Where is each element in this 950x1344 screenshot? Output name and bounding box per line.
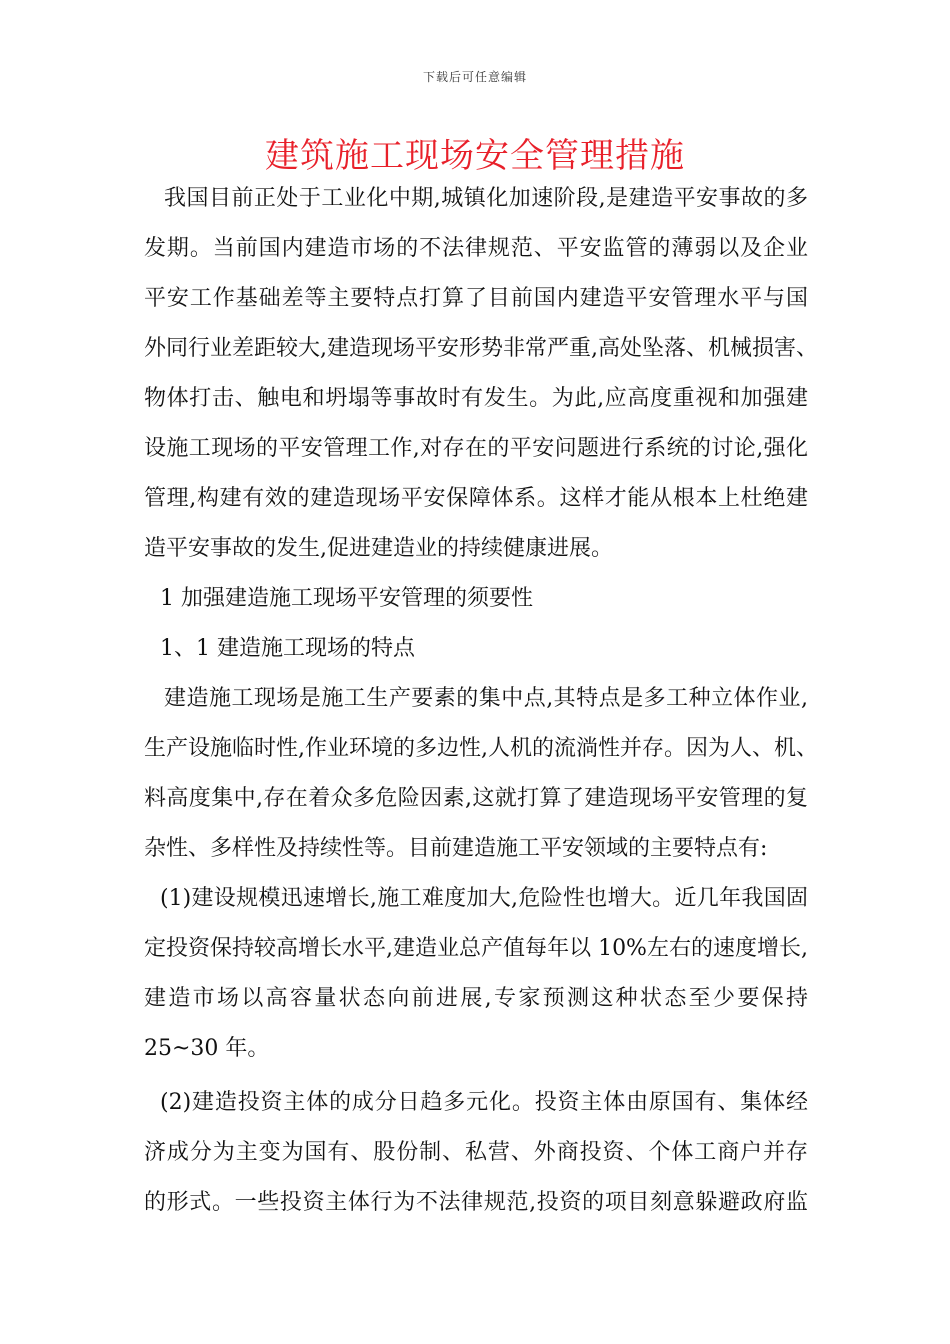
body-line: 设施工现场的平安管理工作,对存在的平安问题进行系统的讨论,强化: [144, 436, 808, 461]
body-line: 定投资保持较高增长水平,建造业总产值每年以 10%左右的速度增长,: [144, 936, 808, 961]
body-line: 25~30 年。: [144, 1036, 270, 1061]
body-line: (1)建设规模迅速增长,施工难度加大,危险性也增大。近几年我国固: [160, 886, 808, 911]
body-line: 物体打击、触电和坍塌等事故时有发生。为此,应高度重视和加强建: [144, 386, 808, 411]
body-line: 造平安事故的发生,促进建造业的持续健康进展。: [144, 536, 613, 561]
body-line: 杂性、多样性及持续性等。目前建造施工平安领域的主要特点有:: [144, 836, 768, 861]
header-note: 下载后可任意编辑: [422, 70, 527, 84]
body-line: 外同行业差距较大,建造现场平安形势非常严重,高处坠落、机械损害、: [144, 336, 818, 361]
body-line: 平安工作基础差等主要特点打算了目前国内建造平安管理水平与国: [144, 286, 808, 311]
body-line: 管理,构建有效的建造现场平安保障体系。这样才能从根本上杜绝建: [144, 486, 808, 511]
body-line: 建造市场以高容量状态向前进展,专家预测这种状态至少要保持: [144, 986, 808, 1011]
section-heading: 1 加强建造施工现场平安管理的须要性: [160, 586, 533, 611]
body-line: 的形式。一些投资主体行为不法律规范,投资的项目刻意躲避政府监: [144, 1190, 808, 1215]
body-line: 生产设施临时性,作业环境的多边性,人机的流淌性并存。因为人、机、: [144, 736, 818, 761]
body-line: (2)建造投资主体的成分日趋多元化。投资主体由原国有、集体经: [160, 1090, 808, 1115]
body-line: 建造施工现场是施工生产要素的集中点,其特点是多工种立体作业,: [164, 686, 808, 711]
subsection-heading: 1、1 建造施工现场的特点: [160, 636, 415, 661]
body-line: 我国目前正处于工业化中期,城镇化加速阶段,是建造平安事故的多: [164, 186, 808, 211]
body-line: 发期。当前国内建造市场的不法律规范、平安监管的薄弱以及企业: [144, 236, 808, 261]
body-line: 济成分为主变为国有、股份制、私营、外商投资、个体工商户并存: [144, 1140, 808, 1165]
body-line: 料高度集中,存在着众多危险因素,这就打算了建造现场平安管理的复: [144, 786, 808, 811]
document-title: 建筑施工现场安全管理措施: [265, 136, 685, 176]
document-body: [144, 181, 818, 1235]
